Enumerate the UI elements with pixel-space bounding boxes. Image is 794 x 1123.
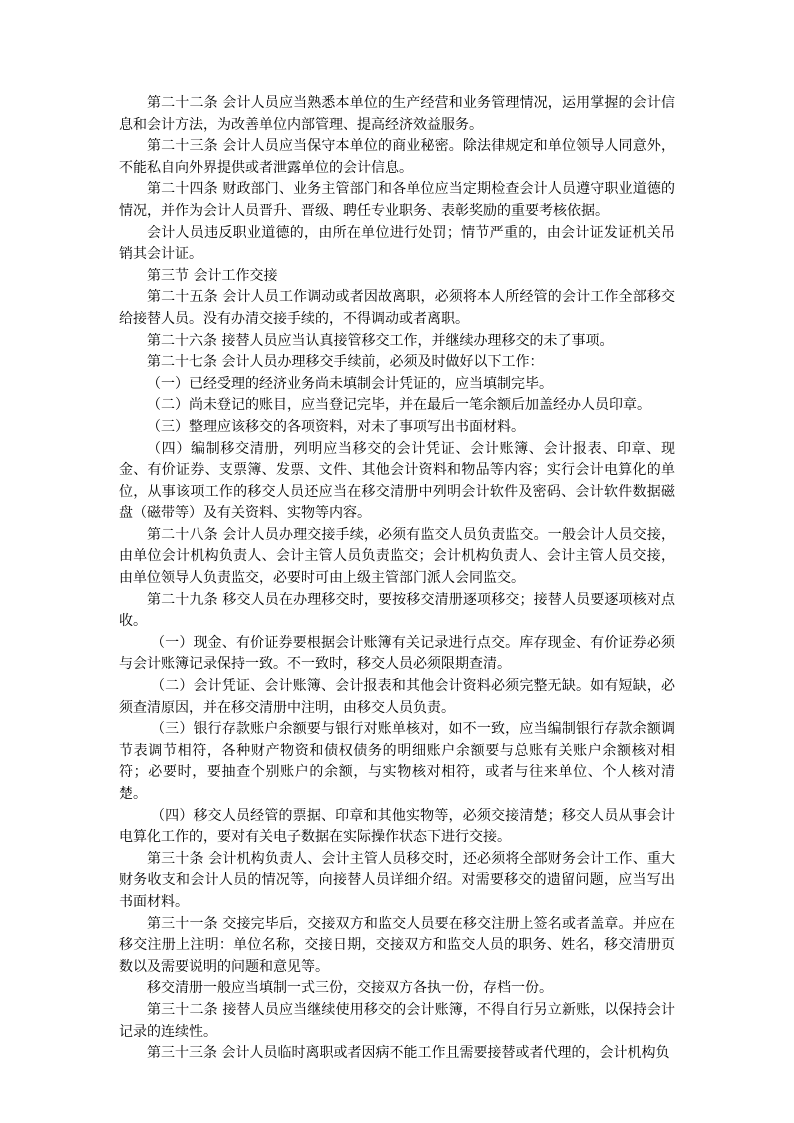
paragraph: （一）现金、有价证券要根据会计账簿有关记录进行点交。库存现金、有价证券必须与会计账簿记录保持一致。不一致时，移交人员必须限期查清。 — [119, 634, 675, 673]
paragraph: 会计人员违反职业道德的，由所在单位进行处罚；情节严重的，由会计证发证机关吊销其会计证。 — [119, 224, 675, 263]
paragraph: 第二十六条 接替人员应当认真接管移交工作，并继续办理移交的未了事项。 — [147, 332, 614, 349]
paragraph: （三）银行存款账户余额要与银行对账单核对，如不一致，应当编制银行存款余额调节表调节相符，各种财产物资和债权债务的明细账户余额要与总账有关账户余额核对相符；必要时，要抽查个别账户的余额，与实物核对相符，或者与往来单位、个人核对清楚。 — [119, 721, 675, 802]
paragraph: （二）尚未登记的账目，应当登记完毕，并在最后一笔余额后加盖经办人员印章。 — [147, 397, 651, 414]
paragraph: （四）编制移交清册，列明应当移交的会计凭证、会计账簿、会计报表、印章、现金、有价证券、支票簿、发票、文件、其他会计资料和物品等内容；实行会计电算化的单位，从事该项工作的移交人员还应当在移交清册中列明会计软件及密码、会计软件数据磁盘（磁带等）及有关资料、实物等内容。 — [119, 440, 675, 522]
paragraph: 第二十四条 财政部门、业务主管部门和各单位应当定期检查会计人员遵守职业道德的情况，并作为会计人员晋升、晋级、聘任专业职务、表彰奖励的重要考核依据。 — [119, 181, 675, 219]
paragraph: （一）已经受理的经济业务尚未填制会计凭证的，应当填制完毕。 — [147, 375, 553, 392]
paragraph: （二）会计凭证、会计账簿、会计报表和其他会计资料必须完整无缺。如有短缺，必须查清原因，并在移交清册中注明，由移交人员负责。 — [119, 678, 675, 716]
paragraph: 第二十九条 移交人员在办理移交时，要按移交清册逐项移交；接替人员要逐项核对点收。 — [119, 591, 675, 630]
document-body — [119, 93, 675, 1065]
paragraph: 第二十二条 会计人员应当熟悉本单位的生产经营和业务管理情况，运用掌握的会计信息和会计方法，为改善单位内部管理、提高经济效益服务。 — [119, 95, 675, 133]
paragraph: 第三十二条 接替人员应当继续使用移交的会计账簿，不得自行另立新账，以保持会计记录的连续性。 — [119, 1001, 675, 1040]
paragraph: （三）整理应该移交的各项资料，对未了事项写出书面材料。 — [147, 418, 525, 435]
paragraph: 移交清册一般应当填制一式三份，交接双方各执一份，存档一份。 — [147, 980, 553, 997]
paragraph: 第二十七条 会计人员办理移交手续前，必须及时做好以下工作： — [147, 354, 544, 371]
paragraph: 第二十八条 会计人员办理交接手续，必须有监交人员负责监交。一般会计人员交接，由单位会计机构负责人、会计主管人员负责监交；会计机构负责人、会计主管人员交接，由单位领导人负责监交，必要时可由上级主管部门派人会同监交。 — [119, 526, 675, 587]
paragraph: 第三十一条 交接完毕后，交接双方和监交人员要在移交注册上签名或者盖章。并应在移交注册上注明：单位名称，交接日期，交接双方和监交人员的职务、姓名，移交清册页数以及需要说明的问题和意见等。 — [119, 915, 675, 975]
paragraph: 第三节 会计工作交接 — [147, 267, 278, 284]
paragraph: 第二十五条 会计人员工作调动或者因故离职，必须将本人所经管的会计工作全部移交给接替人员。没有办清交接手续的，不得调动或者离职。 — [119, 289, 675, 327]
paragraph: 第三十条 会计机构负责人、会计主管人员移交时，还必须将全部财务会计工作、重大财务收支和会计人员的情况等，向接替人员详细介绍。对需要移交的遗留问题，应当写出书面材料。 — [119, 850, 675, 910]
paragraph: （四）移交人员经管的票据、印章和其他实物等，必须交接清楚；移交人员从事会计电算化工作的，要对有关电子数据在实际操作状态下进行交接。 — [119, 807, 675, 846]
paragraph: 第三十三条 会计人员临时离职或者因病不能工作且需要接替或者代理的，会计机构负 — [147, 1045, 670, 1062]
paragraph: 第二十三条 会计人员应当保守本单位的商业秘密。除法律规定和单位领导人同意外，不能私自向外界提供或者泄露单位的会计信息。 — [119, 138, 675, 176]
